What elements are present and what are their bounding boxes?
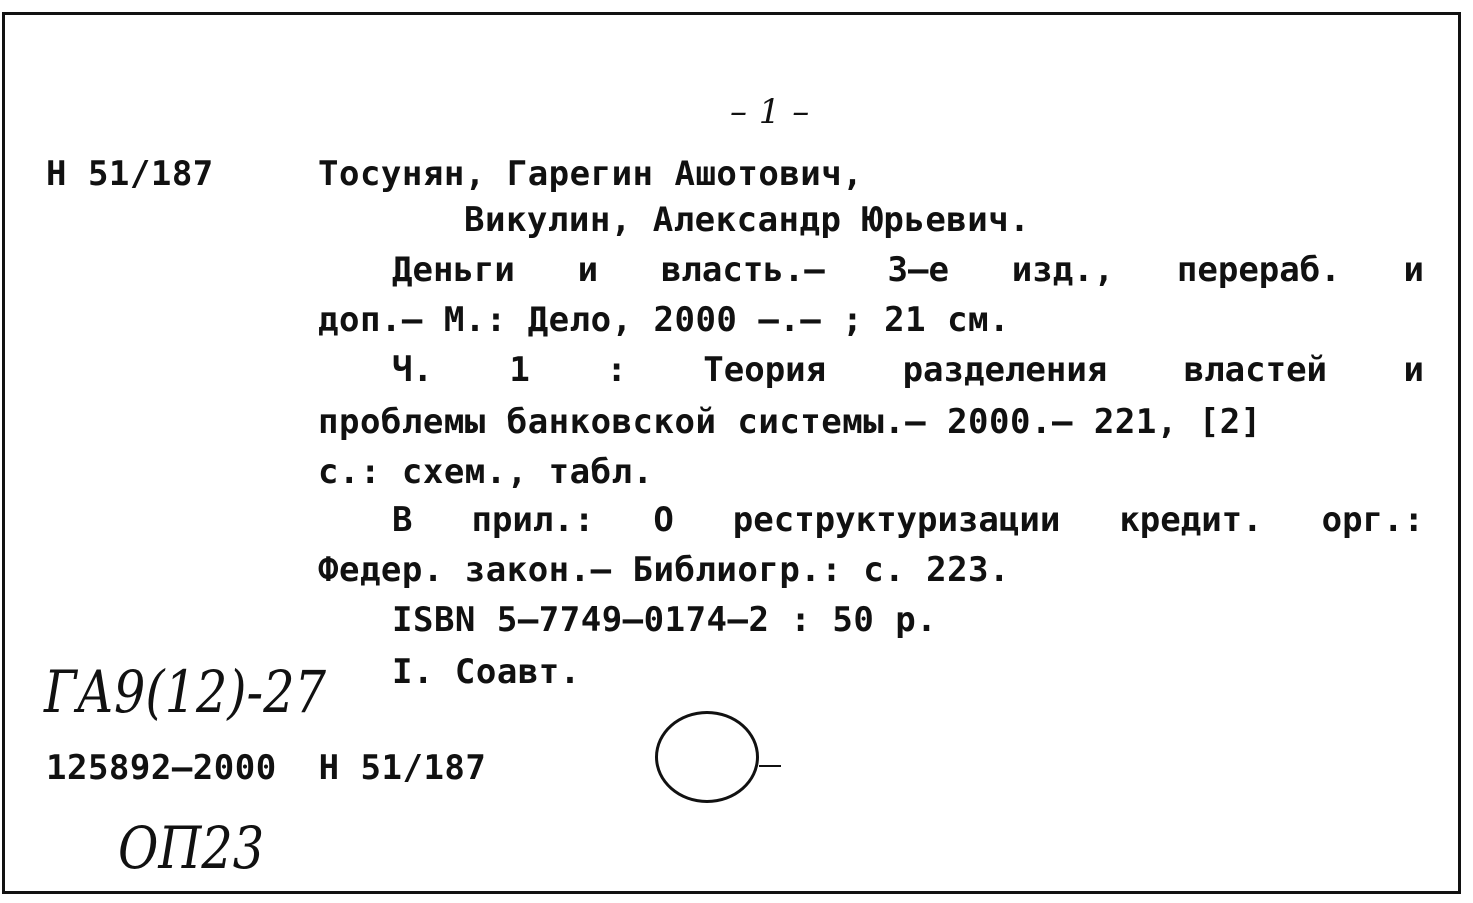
handwritten-code: ОП23 <box>118 814 265 882</box>
title-word: и <box>1403 250 1424 290</box>
appendix-word: О <box>653 500 674 540</box>
punch-hole-circle <box>655 711 759 803</box>
shelf-mark-top: Н 51/187 <box>46 154 214 194</box>
appendix-line-2: Федер. закон.– Библиогр.: с. 223. <box>318 550 1011 590</box>
appendix-word: кредит. <box>1119 500 1263 540</box>
appendix-word: прил.: <box>471 500 595 540</box>
punch-hole-mark <box>759 765 781 767</box>
part-word: : <box>606 350 627 390</box>
title-word: изд., <box>1011 250 1115 290</box>
appendix-word: реструктуризации <box>732 500 1061 540</box>
page-number: – 1 – <box>730 92 810 132</box>
appendix-word: орг.: <box>1321 500 1424 540</box>
part-word: Ч. <box>392 350 433 390</box>
title-line-2: доп.– М.: Дело, 2000 –.– ; 21 см. <box>318 300 1011 340</box>
isbn-line: ISBN 5–7749–0174–2 : 50 р. <box>392 600 938 640</box>
part-line-2: проблемы банковской системы.– 2000.– 221, [2] <box>318 402 1262 442</box>
part-line-3: с.: схем., табл. <box>318 452 654 492</box>
part-word: 1 <box>509 350 530 390</box>
part-word: разделения <box>902 350 1108 390</box>
part-line-1 <box>392 350 1424 390</box>
part-word: и <box>1403 350 1424 390</box>
coauthor-line: Викулин, Александр Юрьевич. <box>464 200 1031 240</box>
coauthor-entry: I. Соавт. <box>392 652 581 692</box>
title-word: перераб. <box>1176 250 1341 290</box>
title-word: 3–е <box>887 250 949 290</box>
handwritten-class-mark: ГА9(12)-27 <box>44 658 326 726</box>
title-line-1 <box>392 250 1424 290</box>
appendix-line-1 <box>392 500 1424 540</box>
author-line: Тосунян, Гарегин Ашотович, <box>318 154 864 194</box>
title-word: и <box>577 250 599 290</box>
title-word: власть.– <box>660 250 825 290</box>
accession-line: 125892–2000 Н 51/187 <box>46 748 487 788</box>
part-word: властей <box>1183 350 1328 390</box>
title-word: Деньги <box>392 250 515 290</box>
appendix-word: В <box>392 500 413 540</box>
part-word: Теория <box>703 350 827 390</box>
